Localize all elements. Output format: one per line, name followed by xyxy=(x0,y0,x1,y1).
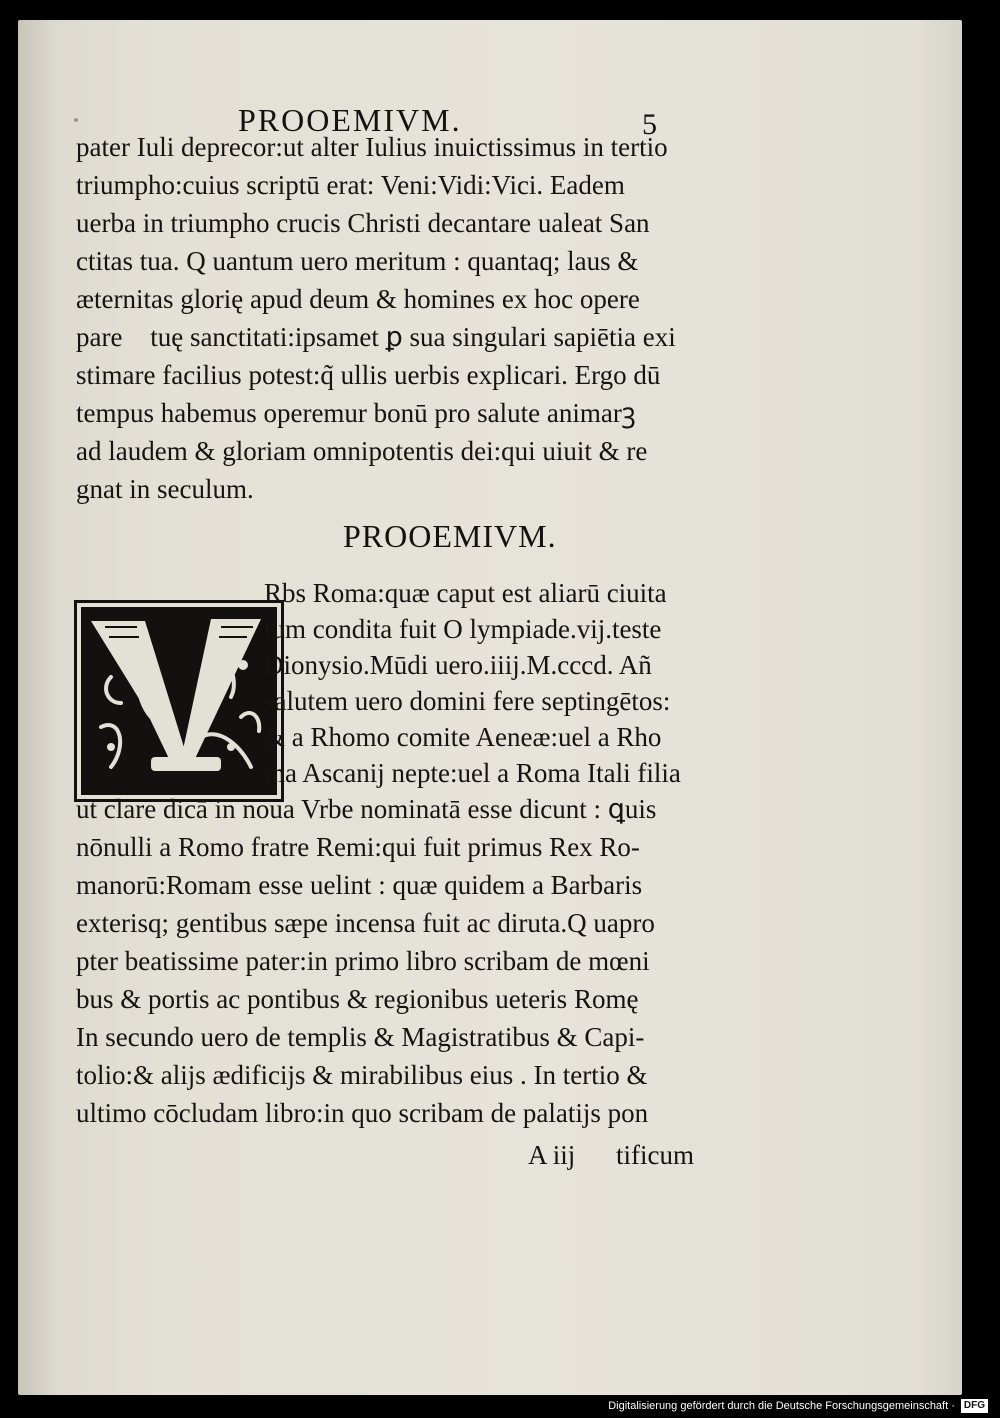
paper-spot xyxy=(74,118,78,122)
text-line: In secundo uero de templis & Magistratibus & Capi- xyxy=(76,1022,645,1052)
text-line: uerba in triumpho crucis Christi decantare ualeat San xyxy=(76,208,650,238)
signature-mark: A iij xyxy=(528,1140,576,1170)
dfg-logo-icon: DFG xyxy=(961,1399,988,1413)
book-page xyxy=(18,20,962,1395)
page-number: 5 xyxy=(642,108,657,141)
text-line: pter beatissime pater:in primo libro scribam de mœni xyxy=(76,946,650,976)
text-line: nōnulli a Romo fratre Remi:qui fuit primus Rex Ro- xyxy=(76,832,640,862)
text-line: gnat in seculum. xyxy=(76,474,254,504)
text-line: pareᷓ tuę sanctitati:ipsamet ꝑ sua singulari sapiētia exi xyxy=(76,322,676,352)
text-line: stimare facilius potest:q̃ ullis uerbis explicari. Ergo dū xyxy=(76,360,661,390)
decorated-initial-v-icon xyxy=(74,600,284,802)
text-line: bus & portis ac pontibus & regionibus ueteris Romę xyxy=(76,984,639,1014)
catchline xyxy=(528,1140,694,1171)
text-line: exterisq; gentibus sæpe incensa fuit ac diruta.Q uapro xyxy=(76,908,655,938)
text-line: ultimo cōcludam libro:in quo scribam de palatijs pon xyxy=(76,1098,649,1128)
text-line: æternitas glorię apud deum & homines ex hoc opere xyxy=(76,284,640,314)
text-line: pater Iuli deprecor:ut alter Iulius inuictissimus in tertio xyxy=(76,132,668,162)
text-line: ut clare dicā in noua Vrbe nominatā esse dicunt : ꝗuis xyxy=(76,794,657,824)
text-line: tolio:& alijs ædificijs & mirabilibus eius . In tertio & xyxy=(76,1060,648,1090)
running-title: PROOEMIVM. xyxy=(238,102,462,138)
text-line: tempus habemus operemur bonū pro salute animarꝫ xyxy=(76,398,636,428)
digitization-footer xyxy=(608,1398,988,1414)
text-line: & a Rhomo comite Aeneæ:uel a Rho xyxy=(264,722,662,752)
text-line: salutem uero domini fere septingētos: xyxy=(264,686,671,716)
text-line: tum condita fuit O lympiade.vij.teste xyxy=(264,614,662,644)
section-title: PROOEMIVM. xyxy=(343,518,557,554)
text-line: ad laudem & gloriam omnipotentis dei:qui uiuit & re xyxy=(76,436,648,466)
text-line: manorū:Romam esse uelint : quæ quidem a Barbaris xyxy=(76,870,643,900)
text-line: ma Ascanij nepte:uel a Roma Itali filia xyxy=(264,758,681,788)
text-line: triumpho:cuius scriptū erat: Veni:Vidi:Vici. Eadem xyxy=(76,170,625,200)
text-line: ctitas tua. Q uantum uero meritum : quantaq; laus & xyxy=(76,246,639,276)
text-line: Dionysio.Mūdi uero.iiij.M.cccd. Añ xyxy=(264,650,652,680)
text-line: Rbs Roma:quæ caput est aliarū ciuita xyxy=(264,578,667,608)
catchword: tificum xyxy=(616,1140,694,1170)
footer-credit: Digitalisierung gefördert durch die Deutsche Forschungsgemeinschaft · xyxy=(608,1400,955,1412)
